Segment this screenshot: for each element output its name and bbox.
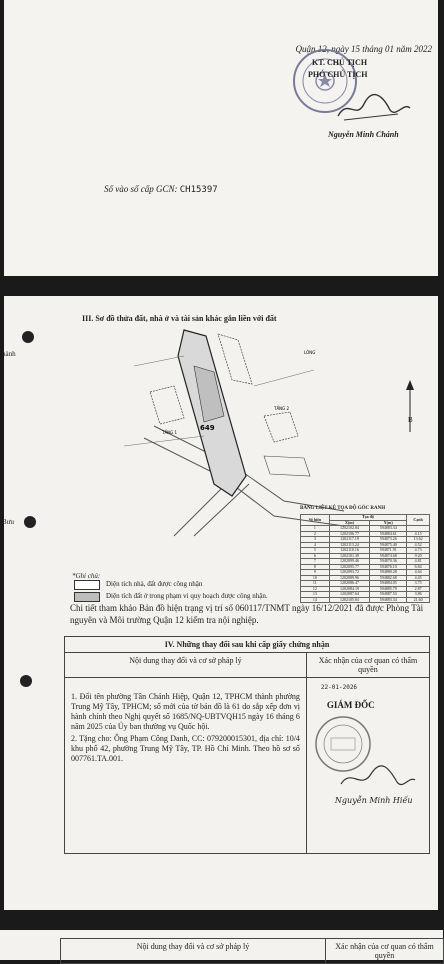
coord-cell: 594883.34 [370,597,407,603]
certificate-page-bottom [0,930,443,960]
north-label: B [408,416,413,424]
changes-col-confirm: Xác nhận của cơ quan có thẩm quyền [326,939,444,964]
coord-cell: 13.62 [407,537,430,543]
changes-confirm-cell [306,678,429,854]
director-title: GIÁM ĐỐC [326,700,375,710]
coord-cell: 10 [301,575,330,581]
coord-cell: 1202110.16 [329,548,370,554]
coord-cell: 14 [301,597,330,603]
coord-cell: 2 [301,531,330,537]
legend-text: Diện tích đất ở trong phạm vi quy hoạch được công nhận. [106,592,268,600]
north-arrow-icon [400,378,420,438]
coord-cell: 594885.79 [370,586,407,592]
coord-cell: 3.86 [407,592,430,598]
director-signature: Nguyễn Minh Hiếu [334,796,413,805]
coord-cell: 1202084.19 [329,586,370,592]
coord-cell: 594873.26 [370,537,407,543]
coord-cell: 1202102.84 [329,526,370,532]
coord-cell: 5 [301,548,330,554]
section-iii-title: III. Sơ đồ thửa đất, nhà ở và tài sản khác gắn liền với đất [82,314,277,323]
coord-cell: 3.75 [407,581,430,587]
coord-cell: 1202117.19 [329,537,370,543]
coord-header-group: Tọa độ [329,515,407,521]
coord-cell: 594874.68 [370,553,407,559]
change-entry-1: 1. Đổi tên phường Tân Chánh Hiệp, Quận 12, TPHCM thành phường Trung Mỹ Tây, TPHCM; số mới của tờ bản đồ là 61 do sắp xếp đơn vị hành chính theo Nghị quyết số 1685/NQ-UBTVQH15 ngày 16 tháng 6 năm 2025 của Ủy ban thường vụ Quốc hội. [71,692,300,731]
handwritten-signature [334,90,414,126]
coord-cell: 11 [301,581,330,587]
coord-cell: 12 [301,586,330,592]
coord-cell: 594887.53 [370,592,407,598]
parcel-number: 649 [200,424,215,432]
coord-cell: 2.87 [407,586,430,592]
stamp-date: 22-01-2026 [320,684,358,691]
coord-cell: 1202095.77 [329,564,370,570]
coord-table [300,514,430,603]
coord-cell: 1202101.39 [329,553,370,559]
coord-cell: 21.60 [407,597,430,603]
floor-label-2: TẦNG 2 [274,406,290,411]
changes-col-confirm: Xác nhận của cơ quan có thẩm quyền [306,653,429,678]
coord-cell: 594870.36 [370,559,407,565]
floor-label: TẦNG 1 [162,430,178,435]
coord-cell: 9 [301,570,330,576]
coord-cell: 4.15 [407,531,430,537]
cut-label-2: Bưu [2,518,14,526]
coord-cell: 4.64 [407,570,430,576]
changes-table [64,636,430,854]
certificate-page-map [4,296,438,910]
legend-title: *Ghi chú: [72,572,101,580]
legend-row [74,592,304,602]
coord-cell: 9.20 [407,553,430,559]
legend-swatch-white [74,580,100,590]
legend-text: Diện tích nhà, đất được công nhận [106,580,203,588]
legend-swatch-grey [74,592,100,602]
signer-name: Nguyễn Minh Chánh [328,130,399,139]
cut-label-1: hành [2,350,16,358]
punch-hole [20,675,32,687]
issue-date: Quận 12, ngày 15 tháng 01 năm 2022 [295,44,432,54]
coord-cell: 594871.91 [370,548,407,554]
changes-table-continued [60,938,444,964]
certificate-page-top [4,0,438,276]
coord-cell: 594875.40 [370,542,407,548]
coord-cell: 1202113.24 [329,542,370,548]
coord-cell: 1202087.64 [329,592,370,598]
coord-cell: 594884.05 [370,581,407,587]
coord-cell: 594883.34 [370,526,407,532]
coord-cell: 1202089.96 [329,575,370,581]
coord-cell: 4.52 [407,542,430,548]
changes-title: IV. Những thay đổi sau khi cấp giấy chứng nhận [65,637,430,653]
changes-content-cell [65,678,307,854]
coord-cell: 594876.10 [370,564,407,570]
coord-cell: 8 [301,564,330,570]
coord-cell: 594884.61 [370,531,407,537]
coord-cell: 6.84 [407,564,430,570]
changes-col-content: Nội dung thay đổi và cơ sở pháp lý [61,939,326,964]
street-label: LÔNG [304,350,316,355]
punch-hole [24,516,36,528]
coord-cell: 3 [301,537,330,543]
coord-cell: 1202106.77 [329,531,370,537]
detail-reference: Chi tiết tham khảo Bản đồ hiện trạng vị trí số 060117/TNMT ngày 16/12/2021 đã được Phòng Tài nguyên và Môi trường Quận 12 kiểm tra nội nghiệp. [70,603,424,625]
registry-number: CH15397 [179,185,218,195]
coord-cell: 1202105.84 [329,597,370,603]
director-signature-stroke [337,764,417,794]
signing-subtitle: PHÓ CHỦ TỊCH [308,70,368,79]
coord-cell: 4.45 [407,575,430,581]
coord-header: Số hiệu [301,515,330,526]
coord-cell: 6 [301,553,330,559]
coord-header: Y(m) [370,520,407,526]
changes-col-content: Nội dung thay đổi và cơ sở pháp lý [65,653,307,678]
coord-cell: 1202093.72 [329,570,370,576]
coord-cell: 1202086.47 [329,581,370,587]
coord-cell: 1 [301,526,330,532]
coord-header: Cạnh [407,515,430,526]
registry-line [104,184,218,195]
coord-cell: 4 [301,542,330,548]
coord-cell: 594880.28 [370,570,407,576]
registry-label: Số vào sổ cấp GCN: [104,184,178,194]
parcel-map [114,326,354,536]
coord-cell: 7 [301,559,330,565]
coord-cell: 1202099.46 [329,559,370,565]
coord-table-title: BẢNG LIỆT KÊ TỌA ĐỘ GÓC RANH [300,506,386,511]
coord-cell: 13 [301,592,330,598]
coord-cell: 4.81 [407,559,430,565]
coord-cell: 4.73 [407,548,430,554]
signing-title: KT. CHỦ TỊCH [312,58,368,67]
change-entry-2: 2. Tặng cho: Ông Phạm Công Danh, CC: 079200015301, địa chỉ: 10/4 khu phố 42, phường Trung Mỹ Tây, TP. Hồ Chí Minh. Theo hồ sơ số 007761.TA.001. [71,734,300,763]
coord-header: X(m) [329,520,370,526]
legend-row [74,580,202,590]
coord-cell: 594882.68 [370,575,407,581]
punch-hole [22,331,34,343]
